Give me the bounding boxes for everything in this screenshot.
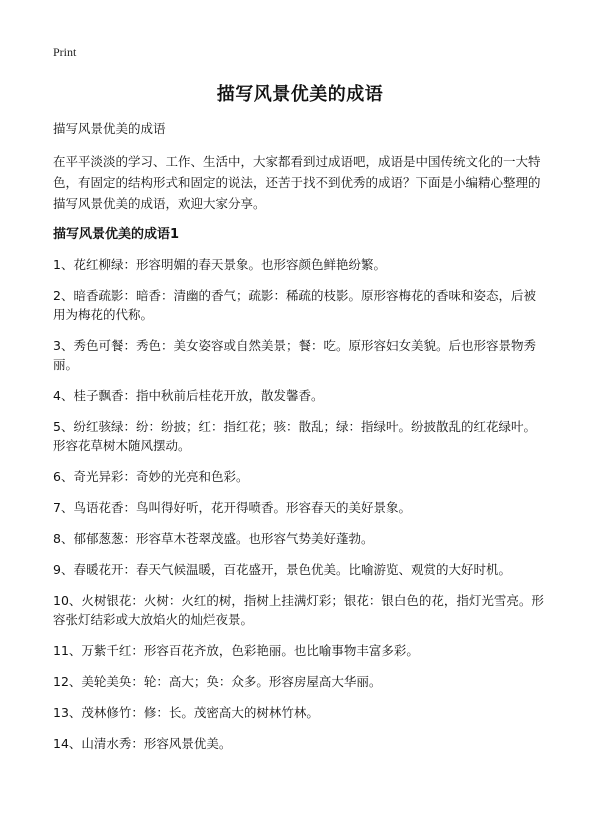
document-body [53,120,548,765]
idiom-entry-2: 2、暗香疏影：暗香：清幽的香气；疏影：稀疏的枝影。原形容梅花的香味和姿态，后被用为梅花的代称。 [53,288,536,322]
idiom-entry-7: 7、鸟语花香：鸟叫得好听，花开得喷香。形容春天的美好景象。 [53,500,411,515]
idiom-entry-6: 6、奇光异彩：奇妙的光亮和色彩。 [53,469,249,484]
idiom-entry-9: 9、春暖花开：春天气候温暖，百花盛开，景色优美。比喻游览、观赏的大好时机。 [53,562,511,577]
idiom-entry-10: 10、火树银花：火树：火红的树，指树上挂满灯彩；银花：银白色的花，指灯光雪亮。形容张灯结彩或大放焰火的灿烂夜景。 [53,593,544,627]
idiom-entry-5: 5、纷红骇绿：纷：纷披；红：指红花；骇：散乱；绿：指绿叶。纷披散乱的红花绿叶。形容花草树木随风摆动。 [53,419,536,453]
idiom-entry-14: 14、山清水秀：形容风景优美。 [53,736,232,751]
idiom-entry-1: 1、花红柳绿：形容明媚的春天景象。也形容颜色鲜艳纷繁。 [53,257,386,272]
section-heading: 描写风景优美的成语1 [53,227,180,242]
print-link[interactable]: Print [53,45,77,59]
idiom-entry-3: 3、秀色可餐：秀色：美女姿容或自然美景；餐：吃。原形容妇女美貌。后也形容景物秀丽。 [53,338,536,372]
page-title: 描写风景优美的成语 [216,84,384,105]
intro-paragraph: 在平平淡淡的学习、工作、生活中，大家都看到过成语吧，成语是中国传统文化的一大特色，有固定的结构形式和固定的说法，还苦于找不到优秀的成语？下面是小编精心整理的描写风景优美的成语，欢迎大家分享。 [53,154,541,211]
idiom-entry-8: 8、郁郁葱葱：形容草木苍翠茂盛。也形容气势美好蓬勃。 [53,531,374,546]
idiom-entry-12: 12、美轮美奂：轮：高大；奂：众多。形容房屋高大华丽。 [53,674,382,689]
idiom-entry-4: 4、桂子飘香：指中秋前后桂花开放，散发馨香。 [53,388,324,403]
subtitle: 描写风景优美的成语 [53,121,166,136]
idiom-entry-13: 13、茂林修竹：修：长。茂密高大的树林竹林。 [53,705,319,720]
idiom-entry-11: 11、万紫千红：形容百花齐放，色彩艳丽。也比喻事物丰富多彩。 [53,643,419,658]
